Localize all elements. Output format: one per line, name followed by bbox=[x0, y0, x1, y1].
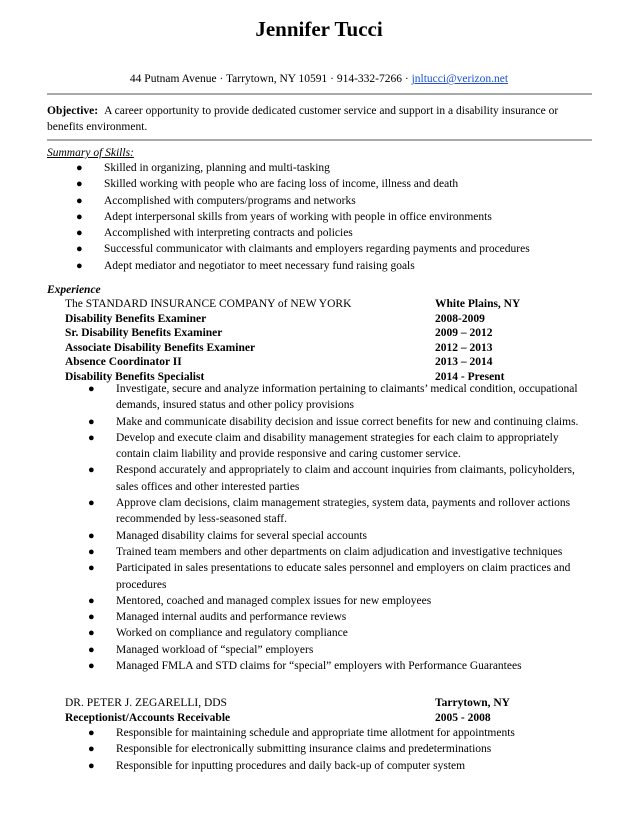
role-title: Absence Coordinator II bbox=[65, 356, 182, 369]
candidate-name: Jennifer Tucci bbox=[255, 17, 383, 41]
role-row bbox=[65, 341, 535, 356]
bullet-icon: ● bbox=[88, 529, 95, 542]
objective-text: A career opportunity to provide dedicated customer service and support in a disability insurance or benefits environment. bbox=[47, 105, 559, 133]
list-item: ● Managed disability claims for several special accounts bbox=[88, 528, 593, 544]
experience-title: Experience bbox=[47, 284, 101, 296]
bullet-icon: ● bbox=[88, 383, 95, 395]
email-link[interactable]: jnltucci@verizon.net bbox=[411, 73, 509, 85]
list-item: ● Successful communicator with claimants and employers regarding payments and procedures bbox=[76, 241, 596, 257]
list-item: ● Trained team members and other departments on claim adjudication and investigative techniques bbox=[88, 544, 593, 560]
bullet-icon: ● bbox=[88, 759, 95, 772]
list-item: ● Managed FMLA and STD claims for “special” employers with Performance Guarantees bbox=[88, 658, 593, 674]
list-item: ● Skilled in organizing, planning and multi-tasking bbox=[76, 160, 596, 176]
role-title: Disability Benefits Specialist bbox=[65, 370, 205, 383]
job-standard-insurance bbox=[65, 297, 535, 385]
bullet-icon: ● bbox=[88, 611, 95, 624]
role-dates: 2014 - Present bbox=[435, 370, 505, 383]
contact-line bbox=[0, 72, 638, 86]
bullet-icon: ● bbox=[88, 431, 95, 444]
bullet-icon: ● bbox=[88, 627, 95, 640]
objective-label: Objective: bbox=[47, 105, 99, 117]
role-dates: 2008-2009 bbox=[435, 312, 485, 325]
bullet-icon: ● bbox=[76, 178, 83, 191]
bullet-icon: ● bbox=[88, 594, 95, 607]
role-title: Receptionist/Accounts Receivable bbox=[65, 712, 231, 724]
skills-list bbox=[76, 160, 596, 274]
bullet-icon: ● bbox=[76, 162, 83, 174]
list-item: ● Responsible for electronically submitting insurance claims and predeterminations bbox=[88, 741, 593, 757]
list-item: ● Make and communicate disability decision and issue correct benefits for new and continuing claims. bbox=[88, 414, 593, 430]
list-item: ● Accomplished with interpreting contracts and policies bbox=[76, 225, 596, 241]
bullet-icon: ● bbox=[76, 259, 83, 272]
bullet-icon: ● bbox=[88, 727, 95, 739]
bullet-icon: ● bbox=[88, 743, 95, 756]
objective-section bbox=[47, 103, 592, 135]
list-item: ● Managed internal audits and performance reviews bbox=[88, 609, 593, 625]
skills-title: Summary of Skills: bbox=[47, 147, 134, 159]
contact-address-phone: 44 Putnam Avenue · Tarrytown, NY 10591 · 914-332-7266 · bbox=[129, 73, 412, 85]
job1-duties-list bbox=[88, 381, 593, 674]
job-header bbox=[65, 696, 535, 711]
list-item: ● Develop and execute claim and disability management strategies for each claim to appropriately contain claim liability and provide responsive and caring customer service. bbox=[88, 431, 559, 461]
list-item: ● Managed workload of “special” employers bbox=[88, 642, 593, 658]
bullet-icon: ● bbox=[76, 194, 83, 207]
bullet-icon: ● bbox=[88, 415, 95, 428]
list-item: ● Worked on compliance and regulatory compliance bbox=[88, 625, 593, 641]
role-row bbox=[65, 711, 535, 726]
job-header bbox=[65, 297, 535, 312]
list-item: ● Respond accurately and appropriately to claim and account inquiries from claimants, policyholders, sales offices and other interested parties bbox=[88, 464, 575, 493]
header-divider bbox=[47, 93, 592, 95]
bullet-icon: ● bbox=[88, 562, 95, 575]
role-dates: 2005 - 2008 bbox=[435, 712, 491, 724]
role-row bbox=[65, 326, 535, 341]
role-dates: 2009 – 2012 bbox=[435, 327, 493, 340]
company-name: The STANDARD INSURANCE COMPANY of NEW YORK bbox=[65, 298, 352, 310]
role-row bbox=[65, 355, 535, 370]
objective-divider bbox=[47, 139, 592, 141]
job2-duties-list bbox=[88, 725, 593, 774]
role-title: Sr. Disability Benefits Examiner bbox=[65, 327, 223, 340]
bullet-icon: ● bbox=[76, 210, 83, 223]
role-dates: 2012 – 2013 bbox=[435, 341, 493, 354]
list-item: ● Accomplished with computers/programs and networks bbox=[76, 193, 596, 209]
bullet-icon: ● bbox=[88, 643, 95, 656]
bullet-icon: ● bbox=[88, 464, 95, 477]
job-location: Tarrytown, NY bbox=[435, 697, 510, 709]
bullet-icon: ● bbox=[76, 227, 83, 240]
role-title: Associate Disability Benefits Examiner bbox=[65, 341, 256, 354]
list-item: ● Mentored, coached and managed complex issues for new employees bbox=[88, 593, 593, 609]
list-item: ● Investigate, secure and analyze information pertaining to claimants’ medical condition, occupational demands, insured status and other policy provisions bbox=[88, 383, 578, 412]
role-dates: 2013 – 2014 bbox=[435, 356, 493, 369]
list-item: ● Approve clam decisions, claim management strategies, system data, payments and rollover actions recommended by less-seasoned staff. bbox=[88, 497, 571, 526]
list-item: ● Responsible for inputting procedures and daily back-up of computer system bbox=[88, 758, 593, 774]
bullet-icon: ● bbox=[88, 660, 95, 673]
list-item: ● Skilled working with people who are facing loss of income, illness and death bbox=[76, 176, 596, 192]
bullet-icon: ● bbox=[76, 243, 83, 256]
list-item: ● Participated in sales presentations to educate sales personnel and employers on claim practices and procedures bbox=[88, 562, 571, 591]
company-name: DR. PETER J. ZEGARELLI, DDS bbox=[65, 697, 227, 709]
list-item: ● Adept mediator and negotiator to meet necessary fund raising goals bbox=[76, 258, 596, 274]
list-item: ● Adept interpersonal skills from years of working with people in office environments bbox=[76, 209, 596, 225]
bullet-icon: ● bbox=[88, 497, 95, 510]
list-item: ● Responsible for maintaining schedule and appropriate time allotment for appointments bbox=[88, 725, 593, 741]
job-location: White Plains, NY bbox=[435, 298, 521, 310]
role-title: Disability Benefits Examiner bbox=[65, 312, 207, 325]
job-dr-zegarelli bbox=[65, 696, 535, 726]
bullet-icon: ● bbox=[88, 545, 95, 558]
role-row bbox=[65, 312, 535, 327]
